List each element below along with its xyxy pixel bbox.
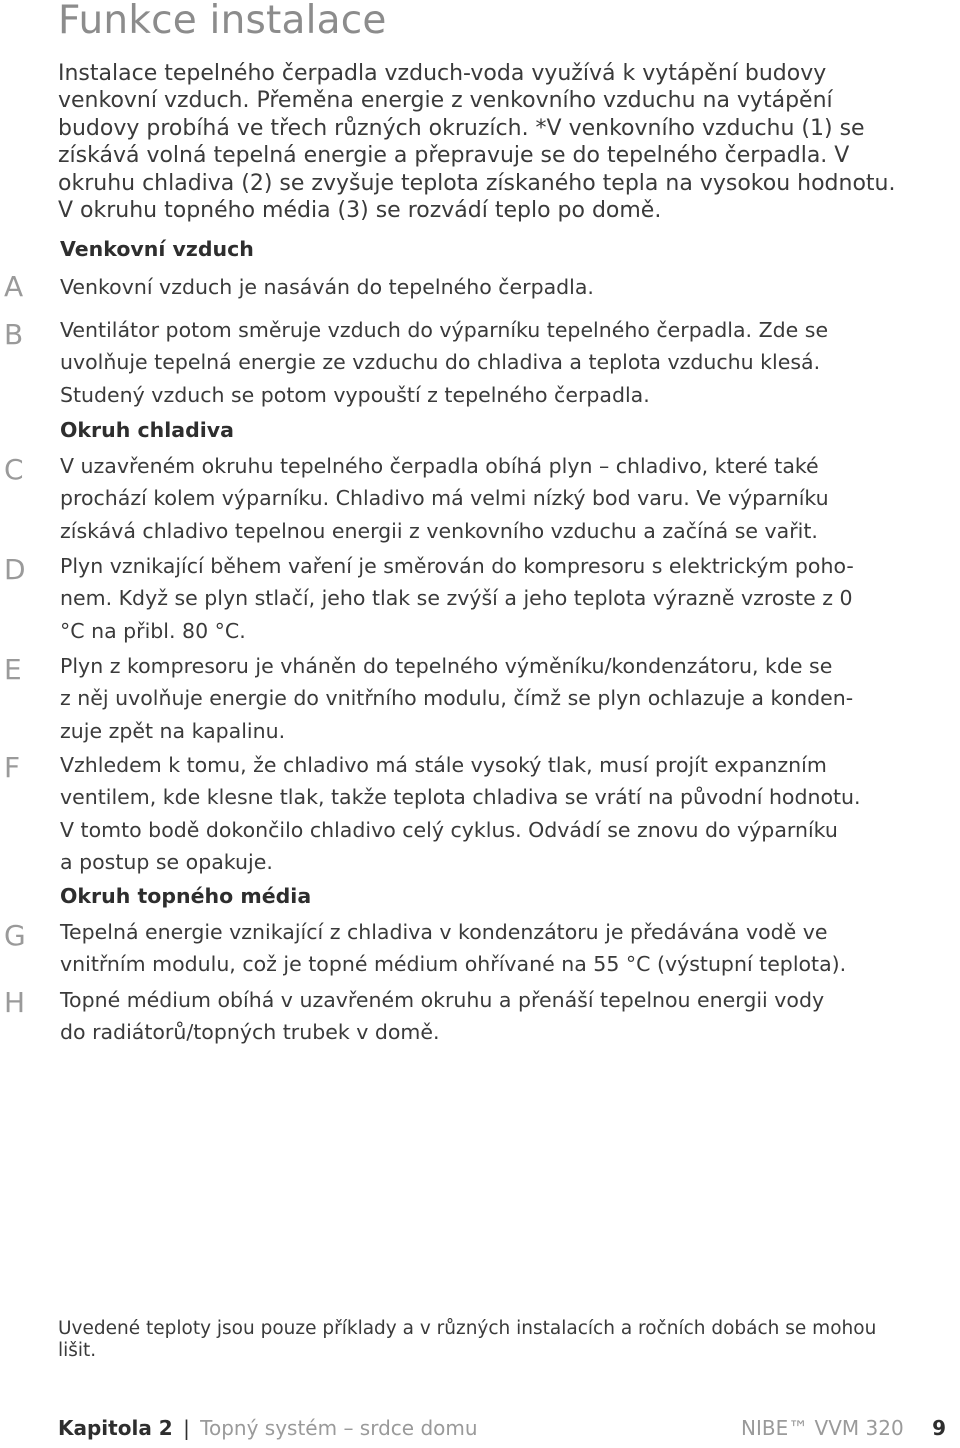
chapter-section-title: Topný systém – srdce domu — [200, 1416, 478, 1440]
intro-line: získává volná tepelná energie a přepravuje se do tepelného čerpadla. V — [58, 143, 850, 169]
footer-chapter — [58, 1416, 478, 1440]
paragraph-line: ventilem, kde klesne tlak, takže teplota chladiva se vrátí na původní hodnotu. — [60, 785, 861, 810]
section-heading-heating-medium-circuit: Okruh topného média — [60, 884, 312, 908]
step-letter-g: G — [4, 919, 26, 952]
product-name: NIBE™ VVM 320 — [740, 1416, 904, 1440]
step-paragraph-g — [60, 916, 930, 981]
paragraph-line: Studený vzduch se potom vypouští z tepelného čerpadla. — [60, 382, 650, 407]
paragraph-line: Topné médium obíhá v uzavřeném okruhu a přenáší tepelnou energii vody — [60, 988, 825, 1012]
intro-line: budovy probíhá ve třech různých okruzích. *V venkovního vzduchu (1) se — [58, 115, 865, 141]
step-letter-b: B — [4, 318, 24, 351]
paragraph-line: zuje zpět na kapalinu. — [60, 718, 286, 743]
step-letter-f: F — [4, 751, 21, 784]
intro-line: venkovní vzduch. Přeměna energie z venkovního vzduchu na vytápění — [58, 88, 833, 114]
footer-product — [741, 1416, 946, 1440]
note-line: lišit. — [58, 1340, 97, 1361]
page-number: 9 — [932, 1416, 946, 1440]
step-paragraph-b — [60, 314, 930, 411]
paragraph-line: z něj uvolňuje energie do vnitřního modulu, čímž se plyn ochlazuje a konden- — [60, 686, 854, 711]
paragraph-line: získává chladivo tepelnou energii z venkovního vzduchu a začíná se vařit. — [60, 518, 818, 543]
paragraph-line: Venkovní vzduch je nasáván do tepelného čerpadla. — [60, 275, 594, 299]
intro-paragraph — [58, 60, 928, 224]
footer-separator: | — [183, 1416, 190, 1440]
intro-line: Instalace tepelného čerpadla vzduch-voda využívá k vytápění budovy — [58, 61, 827, 86]
intro-line: V okruhu topného média (3) se rozvádí teplo po domě. — [58, 198, 662, 224]
temperature-note — [58, 1318, 918, 1362]
intro-line: okruhu chladiva (2) se zvyšuje teplota získaného tepla na vysokou hodnotu. — [58, 170, 896, 196]
step-paragraph-c — [60, 450, 930, 547]
section-heading-refrigerant-circuit: Okruh chladiva — [60, 418, 234, 442]
step-paragraph-e — [60, 650, 930, 747]
paragraph-line: Tepelná energie vznikající z chladiva v kondenzátoru je předávána vodě ve — [60, 920, 828, 944]
paragraph-line: Plyn vznikající během vaření je směrován do kompresoru s elektrickým poho- — [60, 554, 854, 578]
paragraph-line: uvolňuje tepelná energie ze vzduchu do chladiva a teplota vzduchu klesá. — [60, 350, 821, 375]
page-title: Funkce instalace — [58, 0, 387, 43]
step-letter-c: C — [4, 453, 24, 486]
step-paragraph-f — [60, 749, 930, 878]
paragraph-line: nem. Když se plyn stlačí, jeho tlak se zvýší a jeho teplota výrazně vzroste z 0 — [60, 586, 853, 611]
note-line: Uvedené teploty jsou pouze příklady a v různých instalacích a ročních dobách se mohou — [58, 1318, 877, 1339]
paragraph-line: °C na přibl. 80 °C. — [60, 618, 246, 643]
paragraph-line: do radiátorů/topných trubek v domě. — [60, 1020, 440, 1045]
step-letter-d: D — [4, 553, 26, 586]
paragraph-line: V tomto bodě dokončilo chladivo celý cyklus. Odvádí se znovu do výparníku — [60, 817, 838, 842]
paragraph-line: Plyn z kompresoru je vháněn do tepelného výměníku/kondenzátoru, kde se — [60, 654, 833, 678]
step-letter-e: E — [4, 653, 22, 686]
step-letter-a: A — [4, 270, 24, 303]
paragraph-line: vnitřním modulu, což je topné médium ohřívané na 55 °C (výstupní teplota). — [60, 952, 847, 977]
paragraph-line: V uzavřeném okruhu tepelného čerpadla obíhá plyn – chladivo, které také — [60, 454, 819, 478]
paragraph-line: Ventilátor potom směruje vzduch do výparníku tepelného čerpadla. Zde se — [60, 318, 829, 342]
paragraph-line: Vzhledem k tomu, že chladivo má stále vysoký tlak, musí projít expanzním — [60, 753, 827, 777]
paragraph-line: prochází kolem výparníku. Chladivo má velmi nízký bod varu. Ve výparníku — [60, 486, 829, 511]
section-heading-outdoor-air: Venkovní vzduch — [60, 237, 254, 261]
step-paragraph-d — [60, 550, 930, 647]
step-paragraph-a — [60, 271, 930, 303]
chapter-label: Kapitola 2 — [58, 1416, 173, 1440]
step-paragraph-h — [60, 984, 930, 1049]
step-letter-h: H — [4, 986, 26, 1019]
paragraph-line: a postup se opakuje. — [60, 849, 273, 874]
